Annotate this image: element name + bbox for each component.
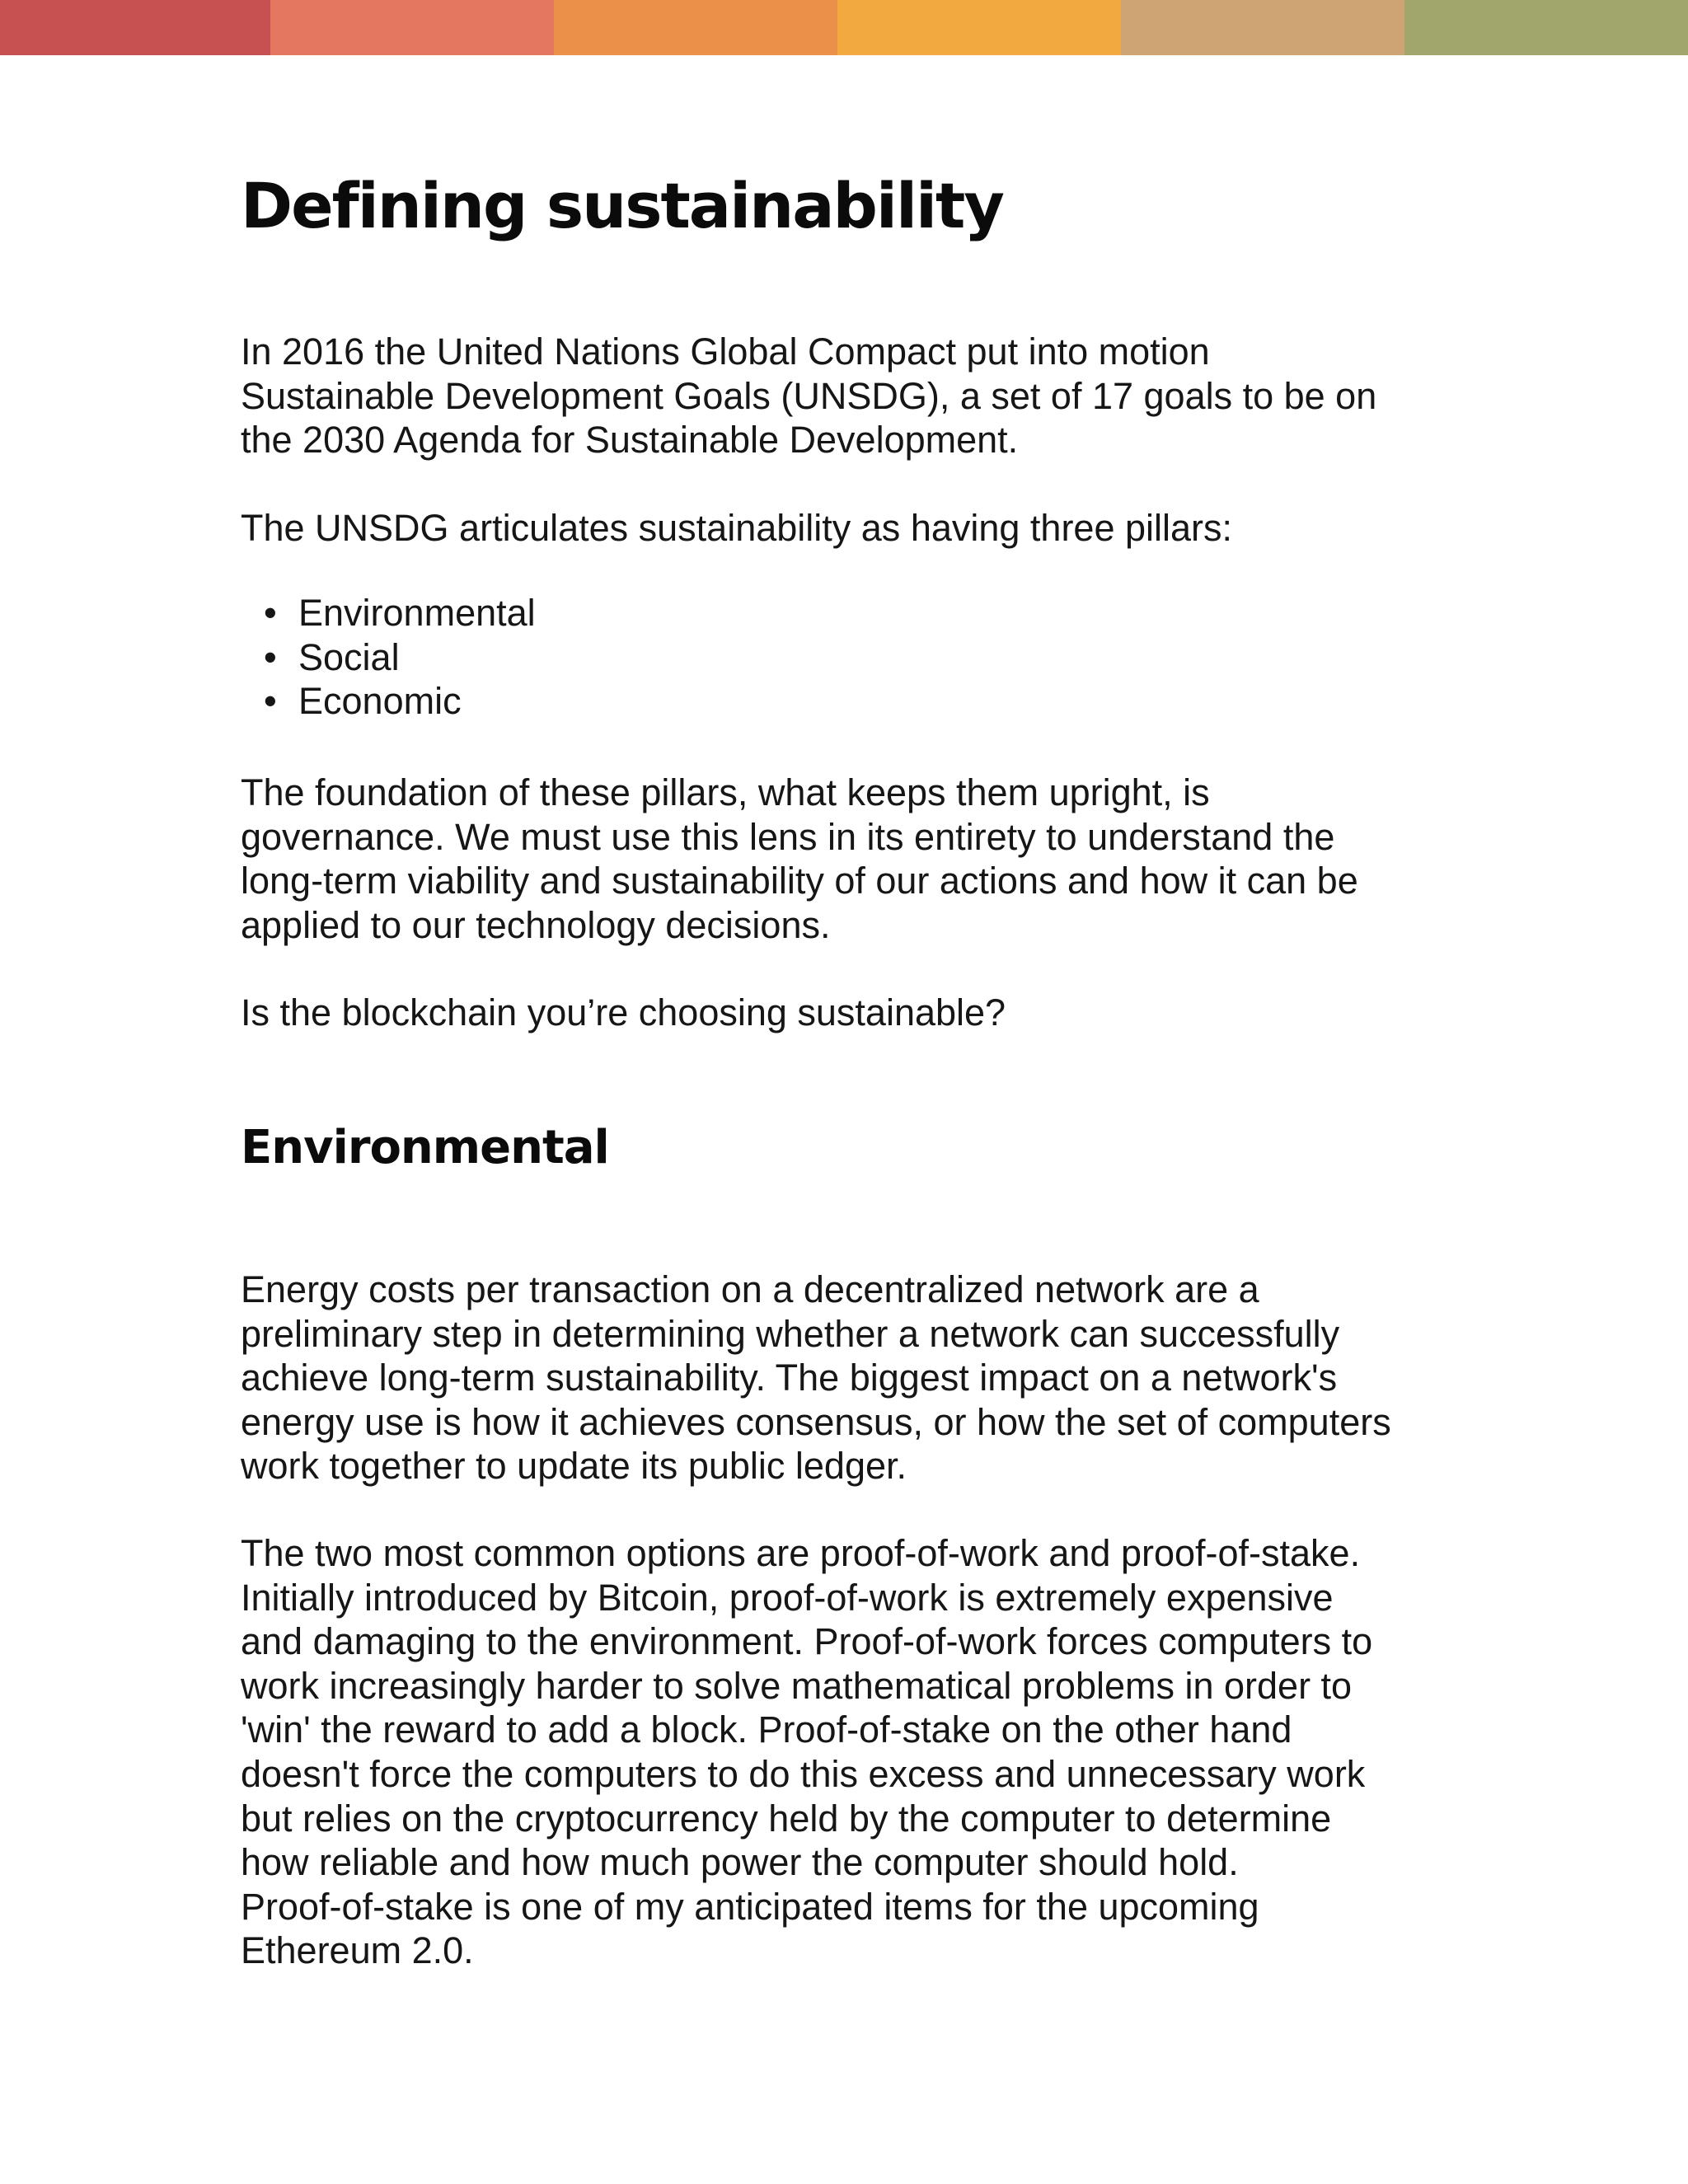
- section-title-environmental: Environmental: [241, 1121, 609, 1174]
- text-line: the 2030 Agenda for Sustainable Development.: [241, 419, 1019, 462]
- text-line: long-term viability and sustainability of our actions and how it can be: [241, 860, 1358, 902]
- intro-paragraph-1: [241, 330, 1461, 462]
- intro-paragraph-4: [241, 991, 1461, 1035]
- page-title: Defining sustainability: [241, 169, 1003, 242]
- intro-paragraph-2: [241, 506, 1461, 551]
- list-item-label: Social: [298, 635, 400, 678]
- pillars-list: [241, 591, 536, 724]
- text-line: applied to our technology decisions.: [241, 903, 831, 946]
- color-bar-segment-orange: [554, 0, 837, 55]
- text-line: Proof-of-stake is one of my anticipated items for the upcoming: [241, 1885, 1259, 1928]
- environmental-paragraph-1: [241, 1268, 1461, 1488]
- text-line: achieve long-term sustainability. The biggest impact on a network's: [241, 1357, 1338, 1399]
- text-line: In 2016 the United Nations Global Compact put into motion: [241, 330, 1210, 373]
- header-color-bar: [0, 0, 1688, 55]
- text-line: Is the blockchain you’re choosing sustainable?: [241, 991, 1006, 1033]
- text-line: The foundation of these pillars, what keeps them upright, is: [241, 771, 1210, 813]
- color-bar-segment-tan: [1121, 0, 1404, 55]
- text-line: Ethereum 2.0.: [241, 1929, 474, 1972]
- text-line: preliminary step in determining whether a network can successfully: [241, 1312, 1340, 1355]
- list-item-label: Environmental: [298, 592, 536, 634]
- text-line: work increasingly harder to solve mathematical problems in order to: [241, 1664, 1353, 1707]
- text-line: governance. We must use this lens in its entirety to understand the: [241, 815, 1335, 858]
- text-line: how reliable and how much power the computer should hold.: [241, 1841, 1239, 1884]
- color-bar-segment-yellow: [837, 0, 1121, 55]
- text-line: The UNSDG articulates sustainability as having three pillars:: [241, 507, 1233, 549]
- text-line: 'win' the reward to add a block. Proof-of-stake on the other hand: [241, 1708, 1292, 1751]
- text-line: work together to update its public ledger.: [241, 1445, 907, 1488]
- list-item: [241, 679, 536, 724]
- text-line: but relies on the cryptocurrency held by the computer to determine: [241, 1797, 1332, 1840]
- color-bar-segment-coral: [270, 0, 554, 55]
- bullet-icon: •: [264, 680, 277, 723]
- list-item: [241, 591, 536, 635]
- bullet-icon: •: [264, 592, 277, 634]
- text-line: Sustainable Development Goals (UNSDG), a set of 17 goals to be on: [241, 374, 1377, 417]
- bullet-icon: •: [264, 635, 277, 678]
- list-item: [241, 635, 536, 680]
- text-line: Energy costs per transaction on a decentralized network are a: [241, 1268, 1259, 1310]
- list-item-label: Economic: [298, 680, 462, 723]
- text-line: doesn't force the computers to do this excess and unnecessary work: [241, 1752, 1366, 1795]
- color-bar-segment-red: [0, 0, 270, 55]
- intro-paragraph-3: [241, 771, 1461, 947]
- text-line: energy use is how it achieves consensus, or how the set of computers: [241, 1400, 1391, 1443]
- color-bar-segment-olive: [1404, 0, 1688, 55]
- text-line: Initially introduced by Bitcoin, proof-of-work is extremely expensive: [241, 1576, 1334, 1619]
- text-line: and damaging to the environment. Proof-of-work forces computers to: [241, 1620, 1373, 1663]
- text-line: The two most common options are proof-of-work and proof-of-stake.: [241, 1532, 1361, 1574]
- environmental-paragraph-2: [241, 1531, 1461, 1973]
